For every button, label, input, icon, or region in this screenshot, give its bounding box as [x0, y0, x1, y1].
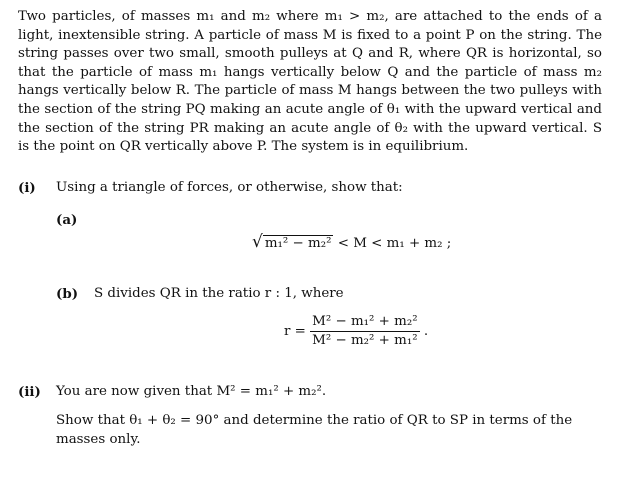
part-i-a-label: (a)	[56, 212, 78, 228]
square-root	[252, 232, 333, 252]
part-i-label: (i)	[18, 180, 36, 196]
inequality-equation	[252, 232, 451, 252]
radical-sign: √	[252, 232, 263, 252]
part-i-b-text: S divides QR in the ratio r : 1, where	[94, 286, 344, 301]
ratio-denominator: M² − m₂² + m₁²	[312, 333, 418, 348]
ratio-lhs: r =	[284, 324, 306, 339]
ratio-equation	[284, 314, 428, 349]
ratio-end: .	[423, 324, 429, 339]
part-ii-text: You are now given that M² = m₁² + m₂².	[56, 384, 327, 399]
ratio-numerator: M² − m₁² + m₂²	[312, 314, 418, 329]
inequality-rest: < M < m₁ + m₂ ;	[337, 236, 452, 251]
ratio-fraction	[310, 314, 419, 349]
part-i-text: Using a triangle of forces, or otherwise, show that:	[56, 180, 403, 195]
fraction-bar	[310, 331, 419, 332]
question-intro: Two particles, of masses m₁ and m₂ where m₁ > m₂, are attached to the ends of a light, inextensible string. A particle of mass M is fixed to a point P on the string. The string passes over two small, smooth pulleys at Q and R, where QR is horizontal, so that the particle of mass m₁ hangs vertically below Q and the particle of mass m₂ hangs vertically below R. The particle of mass M hangs between the two pulleys with the section of the string PQ making an acute angle of θ₁ with the upward vertical and the section of the string PR making an acute angle of θ₂ with the upward vertical. S is the point on QR vertically above P. The system is in equilibrium.	[18, 9, 602, 155]
part-ii-label: (ii)	[18, 384, 41, 400]
part-i-b-label: (b)	[56, 286, 79, 302]
radicand: m₁² − m₂²	[264, 236, 332, 251]
part-ii-text2: Show that θ₁ + θ₂ = 90° and determine the ratio of QR to SP in terms of the masses only.	[56, 413, 573, 447]
